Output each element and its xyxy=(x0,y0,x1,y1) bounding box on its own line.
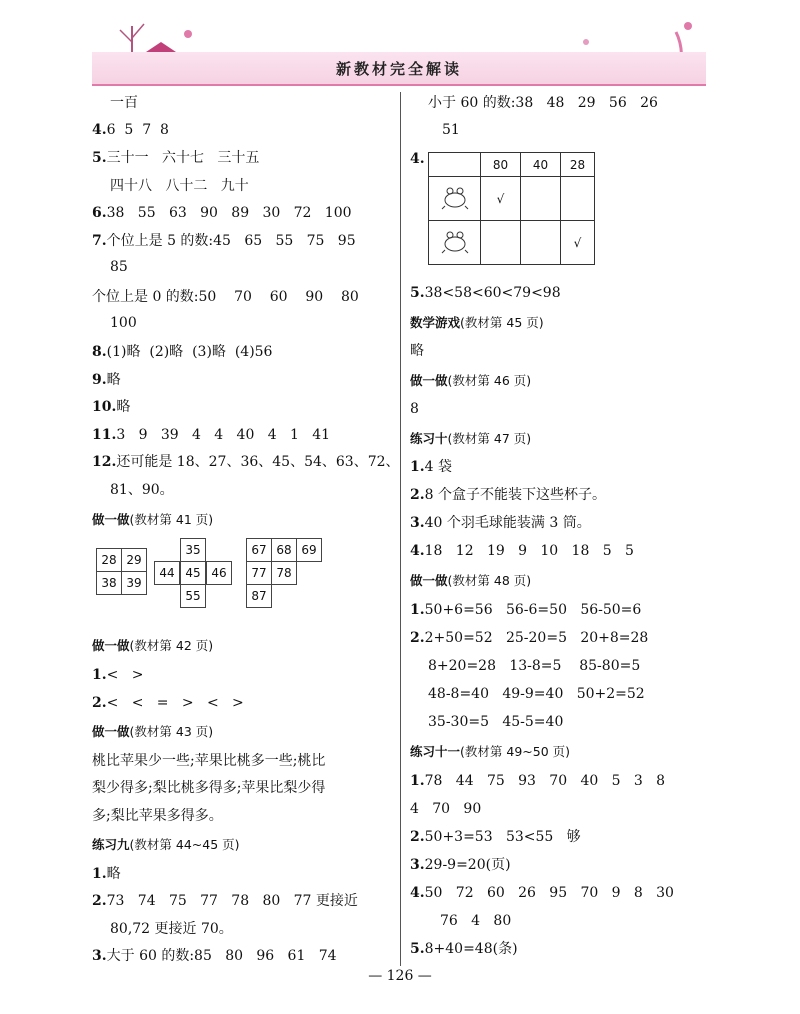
grid-cell: 39 xyxy=(121,571,147,595)
answer-text: 38 55 63 90 89 30 72 100 xyxy=(106,205,352,221)
answer-11 xyxy=(92,426,330,444)
grid-cell: 28 xyxy=(96,548,122,572)
number-grid-3 xyxy=(246,538,326,614)
table-cell-check: √ xyxy=(481,177,521,221)
answer-text: 略 xyxy=(106,866,121,882)
item-number: 1. xyxy=(410,602,425,618)
item-number: 8. xyxy=(92,344,107,360)
answer-text: 50 72 60 26 95 70 9 8 30 xyxy=(424,885,674,901)
section-heading xyxy=(410,372,531,390)
answer-text: (1)略 (2)略 (3)略 (4)56 xyxy=(106,344,273,360)
item-number: 11. xyxy=(92,427,117,443)
answer-1 xyxy=(92,865,121,883)
section-title: 练习十 xyxy=(410,431,448,446)
answer-12 xyxy=(92,453,400,471)
answer-text: 略 xyxy=(106,372,121,388)
answer-line: 100 xyxy=(110,315,137,331)
answer-text: 78 44 75 93 70 40 5 3 8 xyxy=(424,773,666,789)
item-number: 2. xyxy=(92,695,107,711)
answer-line: 四十八 八十二 九十 xyxy=(110,178,249,194)
answer-1 xyxy=(410,458,452,476)
grid-cell: 46 xyxy=(206,561,232,585)
answer-3 xyxy=(410,856,511,874)
table-cell xyxy=(521,221,561,265)
item-number: 1. xyxy=(410,459,425,475)
section-ref: (教材第 48 页) xyxy=(447,573,532,588)
grid-cell: 78 xyxy=(271,561,297,585)
answer-line: 48-8=40 49-9=40 50+2=52 xyxy=(428,686,645,702)
answer-line: 76 4 80 xyxy=(440,913,512,929)
grid-cell: 35 xyxy=(180,538,206,562)
answer-line: 4 70 90 xyxy=(410,801,482,817)
answer-3 xyxy=(92,947,337,965)
section-ref: (教材第 45 页) xyxy=(460,315,544,330)
answer-text: 73 74 75 77 78 80 77 更接近 xyxy=(106,893,358,909)
answer-text: 50+6=56 56-6=50 56-50=6 xyxy=(424,602,642,618)
answer-1 xyxy=(92,666,143,684)
item-number: 7. xyxy=(92,233,107,249)
table-header: 40 xyxy=(521,153,561,177)
number-grid-1 xyxy=(96,548,152,604)
header-title: 新教材完全解读 xyxy=(335,60,462,78)
frog-icon xyxy=(441,228,469,254)
grid-cell: 67 xyxy=(246,538,272,562)
section-title: 练习九 xyxy=(92,837,130,852)
answer-1 xyxy=(410,601,641,619)
grid-cell: 38 xyxy=(96,571,122,595)
section-ref: (教材第 41 页) xyxy=(129,512,214,527)
answer-6 xyxy=(92,204,352,222)
answer-line: 小于 60 的数:38 48 29 56 26 xyxy=(428,95,658,111)
section-title: 做一做 xyxy=(92,724,130,739)
table-cell xyxy=(561,177,595,221)
number-grid-2 xyxy=(154,538,234,614)
item-number: 2. xyxy=(410,487,425,503)
table-cell-check: √ xyxy=(561,221,595,265)
page-number: — 126 — xyxy=(368,968,432,984)
item-number: 2. xyxy=(92,893,107,909)
answer-text: 还可能是 18、27、36、45、54、63、72、 xyxy=(116,454,400,470)
answer-text: 略 xyxy=(116,399,131,415)
section-ref: (教材第 46 页) xyxy=(447,373,532,388)
frog-icon xyxy=(441,184,469,210)
answer-5 xyxy=(410,284,561,302)
item-number: 3. xyxy=(410,515,425,531)
answer-2 xyxy=(410,486,606,504)
answer-text: 2+50=52 25-20=5 20+8=28 xyxy=(424,630,649,646)
answer-4 xyxy=(410,884,674,902)
answer-5 xyxy=(410,940,518,958)
answer-line: 35-30=5 45-5=40 xyxy=(428,714,564,730)
answer-text: 18 12 19 9 10 18 5 5 xyxy=(424,543,634,559)
section-heading xyxy=(410,430,531,448)
table-row-image xyxy=(429,177,481,221)
answer-line: 85 xyxy=(110,259,128,275)
answer-text: 40 个羽毛球能装满 3 筒。 xyxy=(424,515,591,531)
section-ref: (教材第 49~50 页) xyxy=(460,744,571,759)
section-title: 数学游戏 xyxy=(410,315,461,330)
section-title: 做一做 xyxy=(410,373,448,388)
section-heading xyxy=(92,836,240,854)
column-divider xyxy=(400,92,401,966)
answer-text: < < = > < > xyxy=(106,695,244,711)
section-title: 做一做 xyxy=(92,512,130,527)
answer-1 xyxy=(410,772,665,790)
table-row-image xyxy=(429,221,481,265)
answer-text: 个位上是 5 的数:45 65 55 75 95 xyxy=(106,233,356,249)
answer-line: 8 xyxy=(410,401,419,417)
section-heading xyxy=(410,743,570,761)
item-number: 6. xyxy=(92,205,107,221)
answer-text: 8+40=48(条) xyxy=(424,941,518,957)
section-heading xyxy=(92,637,213,655)
check-table xyxy=(428,152,595,265)
item-number: 5. xyxy=(410,285,425,301)
item-number: 5. xyxy=(92,150,107,166)
section-ref: (教材第 43 页) xyxy=(129,724,214,739)
grid-cell: 44 xyxy=(154,561,180,585)
answer-line: 略 xyxy=(410,343,424,359)
answer-8 xyxy=(92,343,272,361)
grid-cell: 29 xyxy=(121,548,147,572)
answer-2 xyxy=(92,892,358,910)
item-number: 12. xyxy=(92,454,117,470)
answer-line: 多;梨比苹果多得多。 xyxy=(92,808,223,824)
answer-line: 81、90。 xyxy=(110,482,174,498)
section-title: 练习十一 xyxy=(410,744,461,759)
item-number: 4. xyxy=(92,122,107,138)
answer-text: 4 袋 xyxy=(424,459,452,475)
answer-2 xyxy=(410,629,648,647)
answer-line: 8+20=28 13-8=5 85-80=5 xyxy=(428,658,641,674)
grid-cell: 77 xyxy=(246,561,272,585)
section-heading xyxy=(92,723,213,741)
answer-text: 8 个盒子不能装下这些杯子。 xyxy=(424,487,606,503)
answer-line: 桃比苹果少一些;苹果比桃多一些;桃比 xyxy=(92,753,326,769)
answer-line: 80,72 更接近 70。 xyxy=(110,921,233,937)
answer-10 xyxy=(92,398,130,416)
section-ref: (教材第 42 页) xyxy=(129,638,214,653)
answer-2 xyxy=(410,828,581,846)
answer-text: 三十一 六十七 三十五 xyxy=(106,150,260,166)
item-number: 3. xyxy=(92,948,107,964)
item-number: 2. xyxy=(410,630,425,646)
section-title: 做一做 xyxy=(92,638,130,653)
answer-line: 一百 xyxy=(110,95,138,111)
answer-text: 38<58<60<79<98 xyxy=(424,285,561,301)
item-number: 3. xyxy=(410,857,425,873)
item-number: 4. xyxy=(410,885,425,901)
answer-5 xyxy=(92,149,259,167)
item-number: 9. xyxy=(92,372,107,388)
grid-cell: 68 xyxy=(271,538,297,562)
item-number: 2. xyxy=(410,829,425,845)
item-number: 1. xyxy=(92,667,107,683)
answer-3 xyxy=(410,514,591,532)
answer-text: 50+3=53 53<55 够 xyxy=(424,829,581,845)
grid-cell: 87 xyxy=(246,584,272,608)
answer-2 xyxy=(92,694,244,712)
answer-9 xyxy=(92,371,121,389)
item-number: 4. xyxy=(410,151,425,167)
item-number: 1. xyxy=(410,773,425,789)
answer-text: < > xyxy=(106,667,144,683)
table-cell xyxy=(521,177,561,221)
answer-text: 大于 60 的数:85 80 96 61 74 xyxy=(106,948,337,964)
item-number: 10. xyxy=(92,399,117,415)
table-corner xyxy=(429,153,481,177)
section-heading xyxy=(410,572,531,590)
table-header: 28 xyxy=(561,153,595,177)
answer-text: 3 9 39 4 4 40 4 1 41 xyxy=(116,427,331,443)
section-title: 做一做 xyxy=(410,573,448,588)
section-ref: (教材第 44~45 页) xyxy=(129,837,240,852)
table-cell xyxy=(481,221,521,265)
answer-line: 51 xyxy=(442,122,460,138)
answer-text: 6 5 7 8 xyxy=(106,122,169,138)
section-ref: (教材第 47 页) xyxy=(447,431,532,446)
item-number: 4. xyxy=(410,543,425,559)
answer-7 xyxy=(92,232,356,250)
item-number: 1. xyxy=(92,866,107,882)
answer-4 xyxy=(410,542,634,560)
section-heading xyxy=(410,314,544,332)
section-heading xyxy=(92,511,213,529)
grid-cell: 45 xyxy=(180,561,206,585)
answer-4 xyxy=(92,121,169,139)
grid-cell: 55 xyxy=(180,584,206,608)
answer-line: 个位上是 0 的数:50 70 60 90 80 xyxy=(92,289,359,305)
table-header: 80 xyxy=(481,153,521,177)
answer-text: 29-9=20(页) xyxy=(424,857,511,873)
page-header xyxy=(92,12,706,88)
item-number: 5. xyxy=(410,941,425,957)
grid-cell: 69 xyxy=(296,538,322,562)
answer-line: 梨少得多;梨比桃多得多;苹果比梨少得 xyxy=(92,780,326,796)
